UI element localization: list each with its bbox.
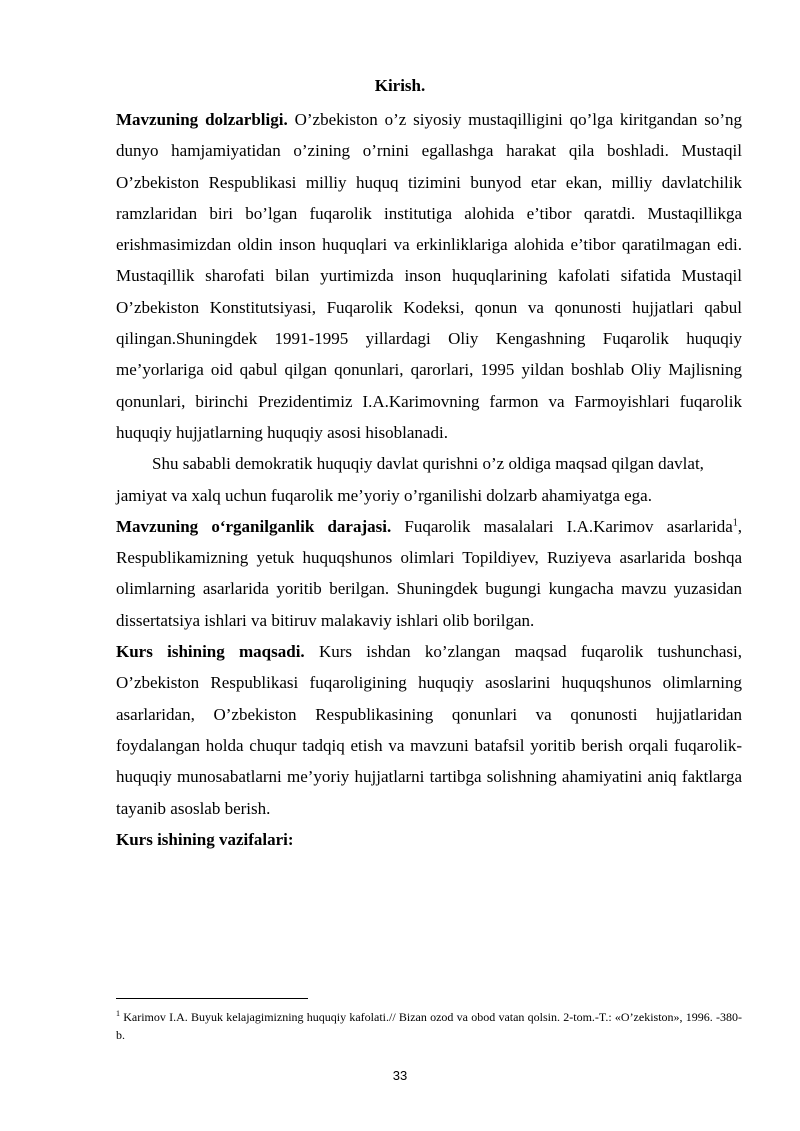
- page-title: Kirish.: [374, 76, 426, 95]
- text-daraja-after: , Respublikamizning yetuk huquqshunos olimlari Topildiyev, Ruziyeva asarlarida boshqa olimlarning asarlarida yoritib berilgan. Shuningdek bugungi kungacha mavzu yuzasidan dissertatsiya ishlari va bitiruv malakaviy ishlari olib borilgan.: [116, 516, 742, 630]
- paragraph-dolzarblik: [116, 104, 742, 448]
- text-daraja-before: Fuqarolik masalalari I.A.Karimov asarlarida: [391, 516, 733, 536]
- text-sababli: Shu sababli demokratik huquqiy davlat qurishni o’z oldiga maqsad qilgan davlat, jamiyat va xalq uchun fuqarolik me’yoriy o’rganilishi dolzarb ahamiyatga ega.: [116, 454, 704, 505]
- body-text: [116, 104, 742, 855]
- footnote: [116, 1008, 742, 1044]
- heading-dolzarblik: Mavzuning dolzarbligi.: [116, 110, 288, 129]
- page-number: 33: [392, 1068, 408, 1083]
- footnote-separator: [116, 998, 308, 999]
- heading-maqsad: Kurs ishining maqsadi.: [116, 642, 305, 662]
- text-maqsad: Kurs ishdan ko’zlangan maqsad fuqarolik tushunchasi, O’zbekiston Respublikasi fuqaroligining huquqiy asoslarini huquqshunos olimlarning asarlaridan, O’zbekiston Respublikasining qonunlari va qonunosti hujjatlaridan foydalangan holda chuqur tadqiq etish va mavzuni batafsil yoritib berish orqali fuqarolik-huquqiy munosabatlarni me’yoriy hujjatlarni tartibga solishning ahamiyatini aniq faktlarga tayanib asoslab berish.: [116, 642, 742, 818]
- paragraph-maqsad: [116, 636, 742, 824]
- footnote-marker: 1: [116, 1009, 120, 1018]
- heading-daraja: Mavzuning o‘rganilganlik darajasi.: [116, 516, 392, 536]
- heading-vazifalar: Kurs ishining vazifalari:: [116, 829, 294, 849]
- footnote-reference[interactable]: 1: [732, 517, 738, 529]
- paragraph-vazifalar: [116, 824, 742, 855]
- footnote-text: Karimov I.A. Buyuk kelajagimizning huquqiy kafolati.// Bizan ozod va obod vatan qolsin. 2-tom.-T.: «O’zekiston», 1996. -380-b.: [116, 1010, 742, 1042]
- paragraph-sababli: [116, 448, 742, 511]
- text-dolzarblik: O’zbekiston o’z siyosiy mustaqilligini qo’lga kiritgandan so’ng dunyo hamjamiyatidan o’zining o’rnini egallashga harakat qila boshladi. Mustaqil O’zbekiston Respublikasi milliy huquq tizimini bunyod etar ekan, milliy davlatchilik ramzlaridan biri bo’lgan fuqarolik institutiga alohida e’tibor qaratdi. Mustaqillikga erishmasimizdan oldin inson huquqlari va erkinliklariga alohida e’tibor qaratilmagan edi. Mustaqillik sharofati bilan yurtimizda inson huquqlarining kafolati sifatida Mustaqil O’zbekiston Konstitutsiyasi, Fuqarolik Kodeksi, qonun va qonunosti hujjatlari qabul qilingan.Shuningdek 1991-1995 yillardagi Oliy Kengashning Fuqarolik huquqiy me’yorlariga oid qabul qilgan qonunlari, qarorlari, 1995 yildan boshlab Oliy Majlisning qonunlari, birinchi Prezidentimiz I.A.Karimovning farmon va Farmoyishlari fuqarolik huquqiy hujjatlarning huquqiy asosi hisoblanadi.: [116, 110, 742, 442]
- paragraph-daraja: [116, 511, 742, 636]
